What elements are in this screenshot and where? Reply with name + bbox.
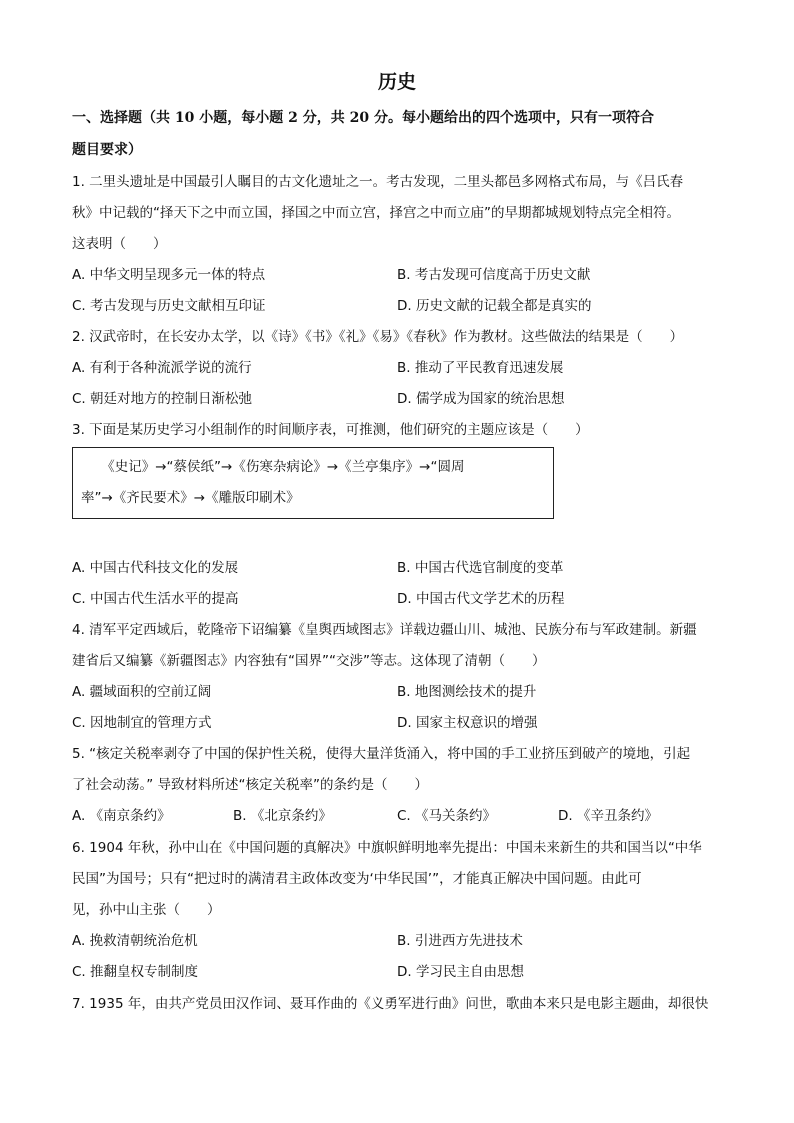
q2-option-b: B. 推动了平民教育迅速发展 — [397, 360, 564, 376]
q3-timeline-box — [72, 447, 554, 519]
section-header-line-1: 一、选择题（共 10 小题，每小题 2 分，共 20 分。每小题给出的四个选项中，只有一项符合 — [72, 110, 654, 126]
q4-stem-line-2: 建省后又编纂《新疆图志》内容独有“国界”“交涉”等志。这体现了清朝（ ） — [72, 653, 546, 669]
q6-option-a: A. 挽救清朝统治危机 — [72, 933, 198, 949]
q3-timeline-line-2: 率”→《齐民要术》→《雕版印刷术》 — [81, 490, 300, 506]
q4-option-d: D. 国家主权意识的增强 — [397, 715, 538, 731]
q4-stem-line-1: 4. 清军平定西域后，乾隆帝下诏编纂《皇舆西域图志》详载边疆山川、城池、民族分布与军政建制。新疆 — [72, 622, 697, 638]
q2-stem-line-1: 2. 汉武帝时，在长安办太学，以《诗》《书》《礼》《易》《春秋》作为教材。这些做法的结果是（ ） — [72, 329, 684, 345]
q7-stem-line-1: 7. 1935 年，由共产党员田汉作词、聂耳作曲的《义勇军进行曲》问世，歌曲本来只是电影主题曲，却很快 — [72, 996, 709, 1012]
q4-option-a: A. 疆域面积的空前辽阔 — [72, 684, 212, 700]
q5-stem-line-2: 了社会动荡。” 导致材料所述“核定关税率”的条约是（ ） — [72, 777, 429, 793]
q6-stem-line-3: 见，孙中山主张（ ） — [72, 902, 221, 918]
section-header-line-2: 题目要求） — [72, 142, 142, 158]
q1-stem-line-3: 这表明（ ） — [72, 236, 167, 252]
q3-option-d: D. 中国古代文学艺术的历程 — [397, 591, 565, 607]
q5-option-a: A. 《南京条约》 — [72, 808, 171, 824]
q2-option-d: D. 儒学成为国家的统治思想 — [397, 391, 565, 407]
q3-option-b: B. 中国古代选官制度的变革 — [397, 560, 564, 576]
page-title: 历史 — [377, 71, 416, 93]
q5-stem-line-1: 5. “核定关税率剥夺了中国的保护性关税，使得大量洋货涌入，将中国的手工业挤压到破产的境地，引起 — [72, 746, 691, 762]
q1-option-d: D. 历史文献的记载全都是真实的 — [397, 298, 592, 314]
q2-option-c: C. 朝廷对地方的控制日渐松弛 — [72, 391, 253, 407]
q6-option-b: B. 引进西方先进技术 — [397, 933, 523, 949]
q5-option-d: D. 《辛丑条约》 — [558, 808, 658, 824]
q3-option-c: C. 中国古代生活水平的提高 — [72, 591, 239, 607]
q1-option-a: A. 中华文明呈现多元一体的特点 — [72, 267, 266, 283]
q4-option-c: C. 因地制宜的管理方式 — [72, 715, 212, 731]
q5-option-c: C. 《马关条约》 — [397, 808, 497, 824]
q4-option-b: B. 地图测绘技术的提升 — [397, 684, 537, 700]
q6-stem-line-2: 民国”为国号；只有“把过时的满清君主政体改变为‘中华民国’”，才能真正解决中国问题。由此可 — [72, 871, 642, 887]
q6-option-d: D. 学习民主自由思想 — [397, 964, 524, 980]
q3-stem-line-1: 3. 下面是某历史学习小组制作的时间顺序表，可推测，他们研究的主题应该是（ ） — [72, 422, 589, 438]
q6-stem-line-1: 6. 1904 年秋，孙中山在《中国问题的真解决》中旗帜鲜明地率先提出：中国未来新生的共和国当以“中华 — [72, 840, 702, 856]
q2-option-a: A. 有利于各种流派学说的流行 — [72, 360, 252, 376]
q3-option-a: A. 中国古代科技文化的发展 — [72, 560, 239, 576]
q1-option-c: C. 考古发现与历史文献相互印证 — [72, 298, 266, 314]
q1-stem-line-1: 1. 二里头遗址是中国最引人瞩目的古文化遗址之一。考古发现，二里头都邑多网格式布局，与《吕氏春 — [72, 174, 684, 190]
q5-option-b: B. 《北京条约》 — [233, 808, 332, 824]
q1-option-b: B. 考古发现可信度高于历史文献 — [397, 267, 591, 283]
q6-option-c: C. 推翻皇权专制制度 — [72, 964, 199, 980]
q3-timeline-line-1: 《史记》→“蔡侯纸”→《伤寒杂病论》→《兰亭集序》→“圆周 — [81, 459, 465, 475]
q1-stem-line-2: 秋》中记载的“择天下之中而立国，择国之中而立宫，择宫之中而立庙”的早期都城规划特点完全相符。 — [72, 205, 680, 221]
